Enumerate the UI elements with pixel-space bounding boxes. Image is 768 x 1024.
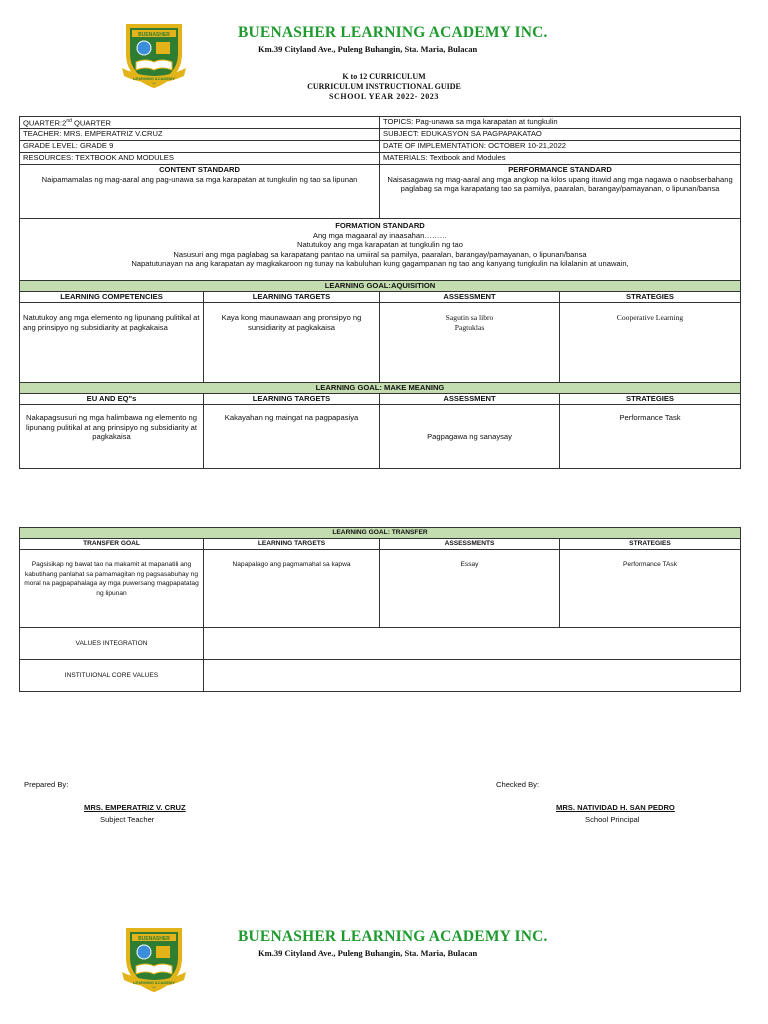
checked-by-title: School Principal [585,815,640,824]
make-meaning-target: Kakayahan ng maingat na pagpapasiya [204,405,380,469]
quarter-cell: QUARTER:2nd QUARTER [20,117,380,129]
school-name: BUENASHER LEARNING ACADEMY INC. [238,24,548,41]
logo-text: BUENASHER [138,32,170,38]
content-standard-text: Naipamamalas ng mag-aaral ang pag-unawa sa mga karapatan at tungkulin ng tao sa lipunan [41,174,358,184]
checked-by-name: MRS. NATIVIDAD H. SAN PEDRO [556,803,675,812]
col-header-eu-eq: EU AND EQ"s [20,394,204,405]
acquisition-target: Kaya kong maunawaan ang pronsipyo ng sunsidiarity at pagkakaisa [204,303,380,383]
performance-standard-text: Naisasagawa ng mag-aaral ang mga angkop na kilos upang ituwid ang mga nagawa o naobserbahang paglabag sa mga karapatang tao sa pamilya, paaralan, barangay/pamayanan, o lipunan/bansa [387,174,733,194]
date-cell: DATE OF IMPLEMENTATION: OCTOBER 10-21,2022 [380,141,741,153]
make-meaning-eu: Nakapagsusuri ng mga halimbawa ng elemento ng lipunang pulitikal at ang prinsipyo ng subsidiarity at pagkakaisa [20,405,204,469]
school-header-repeat [0,922,768,992]
col-header-strategies: STRATEGIES [560,539,741,550]
formation-line: Napatutunayan na ang karapatan ay magkakaroon ng tunay na kabuluhan kung gagampanan ng tao ang kanyang tungkulin na kilalanin at unawain, [131,259,629,269]
assessment-line: Sagutin sa libro [445,313,494,323]
acquisition-goal-band: LEARNING GOAL:AQUISITION [20,281,741,292]
topics-cell: TOPICS: Pag-unawa sa mga karapatan at tungkulin [380,117,741,129]
main-table [19,116,741,469]
prepared-by-name: MRS. EMPERATRIZ V. CRUZ [84,803,186,812]
assessment-line: Pagtuklas [454,322,485,332]
subject-cell: SUBJECT: EDUKASYON SA PAGPAPAKATAO [380,129,741,141]
content-standard-cell [20,165,380,219]
school-logo [118,18,190,90]
col-header-targets: LEARNING TARGETS [204,539,380,550]
performance-standard-label: PERFORMANCE STANDARD [508,165,612,175]
formation-standard-label: FORMATION STANDARD [335,221,425,231]
col-header-assessment: ASSESSMENT [380,292,560,303]
title-guide: CURRICULUM INSTRUCTIONAL GUIDE [307,82,461,91]
school-name: BUENASHER LEARNING ACADEMY INC. [238,928,548,945]
col-header-targets: LEARNING TARGETS [204,292,380,303]
col-header-strategies: STRATEGIES [560,292,741,303]
transfer-strategy: Performance TAsk [560,550,741,628]
title-school-year: SCHOOL YEAR 2022- 2023 [328,92,440,101]
col-header-transfer-goal: TRANSFER GOAL [20,539,204,550]
acquisition-competency: Natutukoy ang mga elemento ng lipunang pulitikal at ang prinsipyo ng subsidiarity at pagkakaisa [20,303,204,383]
school-logo [118,922,190,994]
transfer-target: Napapalago ang pagmamahal sa kapwa [204,550,380,628]
logo-ribbon: LEARNING ACADEMY [132,76,176,81]
document-titles [234,72,534,102]
col-header-assessment: ASSESSMENT [380,394,560,405]
acquisition-assessment [380,303,560,383]
resources-cell: RESOURCES: TEXTBOOK AND MODULES [20,153,380,165]
values-integration-label: VALUES INTEGRATION [20,628,204,660]
col-header-competencies: LEARNING COMPETENCIES [20,292,204,303]
transfer-table [19,527,741,692]
materials-cell: MATERIALS: Textbook and Modules [380,153,741,165]
make-meaning-assessment: Pagpagawa ng sanaysay [380,405,560,469]
acquisition-strategy: Cooperative Learning [560,303,741,383]
transfer-goal-text: Pagsisikap ng bawat tao na makamit at mapanatili ang kabutihang panlahat sa pamamagitan ng pagsasabuhay ng moral na pagpapahalaga ay mga puwersang magpapatatag ng lipunan [20,550,204,628]
col-header-assessments: ASSESSMENTS [380,539,560,550]
content-standard-label: CONTENT STANDARD [159,165,240,175]
formation-line: Ang mga magaaral ay inaasahan……… [312,230,448,240]
transfer-goal-band: LEARNING GOAL: TRANSFER [20,528,741,539]
formation-standard-cell [20,219,741,281]
formation-line: Nasusuri ang mga paglabag sa karapatang pantao na umiiral sa pamilya, paaralan, barangay/pamayanan, o lipunan/bansa [173,249,587,259]
make-meaning-goal-band: LEARNING GOAL: MAKE MEANING [20,383,741,394]
school-address: Km.39 Cityland Ave., Puleng Buhangin, Sta. Maria, Bulacan [258,948,478,958]
values-integration-value [204,628,741,660]
title-curriculum: K to 12 CURRICULUM [342,72,426,81]
col-header-strategies: STRATEGIES [560,394,741,405]
school-address: Km.39 Cityland Ave., Puleng Buhangin, Sta. Maria, Bulacan [258,44,478,54]
teacher-cell: TEACHER: MRS. EMPERATRIZ V.CRUZ [20,129,380,141]
formation-line: Natutukoy ang mga karapatan at tungkulin ng tao [297,240,463,250]
logo-text: BUENASHER [138,936,170,942]
checked-by-label: Checked By: [496,780,540,789]
prepared-by-title: Subject Teacher [100,815,155,824]
core-values-label: INSTITUIONAL CORE VALUES [20,660,204,692]
col-header-targets: LEARNING TARGETS [204,394,380,405]
make-meaning-strategy: Performance Task [560,405,741,469]
logo-ribbon: LEARNING ACADEMY [132,980,176,985]
grade-level-cell: GRADE LEVEL: GRADE 9 [20,141,380,153]
performance-standard-cell [380,165,741,219]
transfer-assessment: Essay [380,550,560,628]
core-values-value [204,660,741,692]
prepared-by-label: Prepared By: [24,780,69,789]
